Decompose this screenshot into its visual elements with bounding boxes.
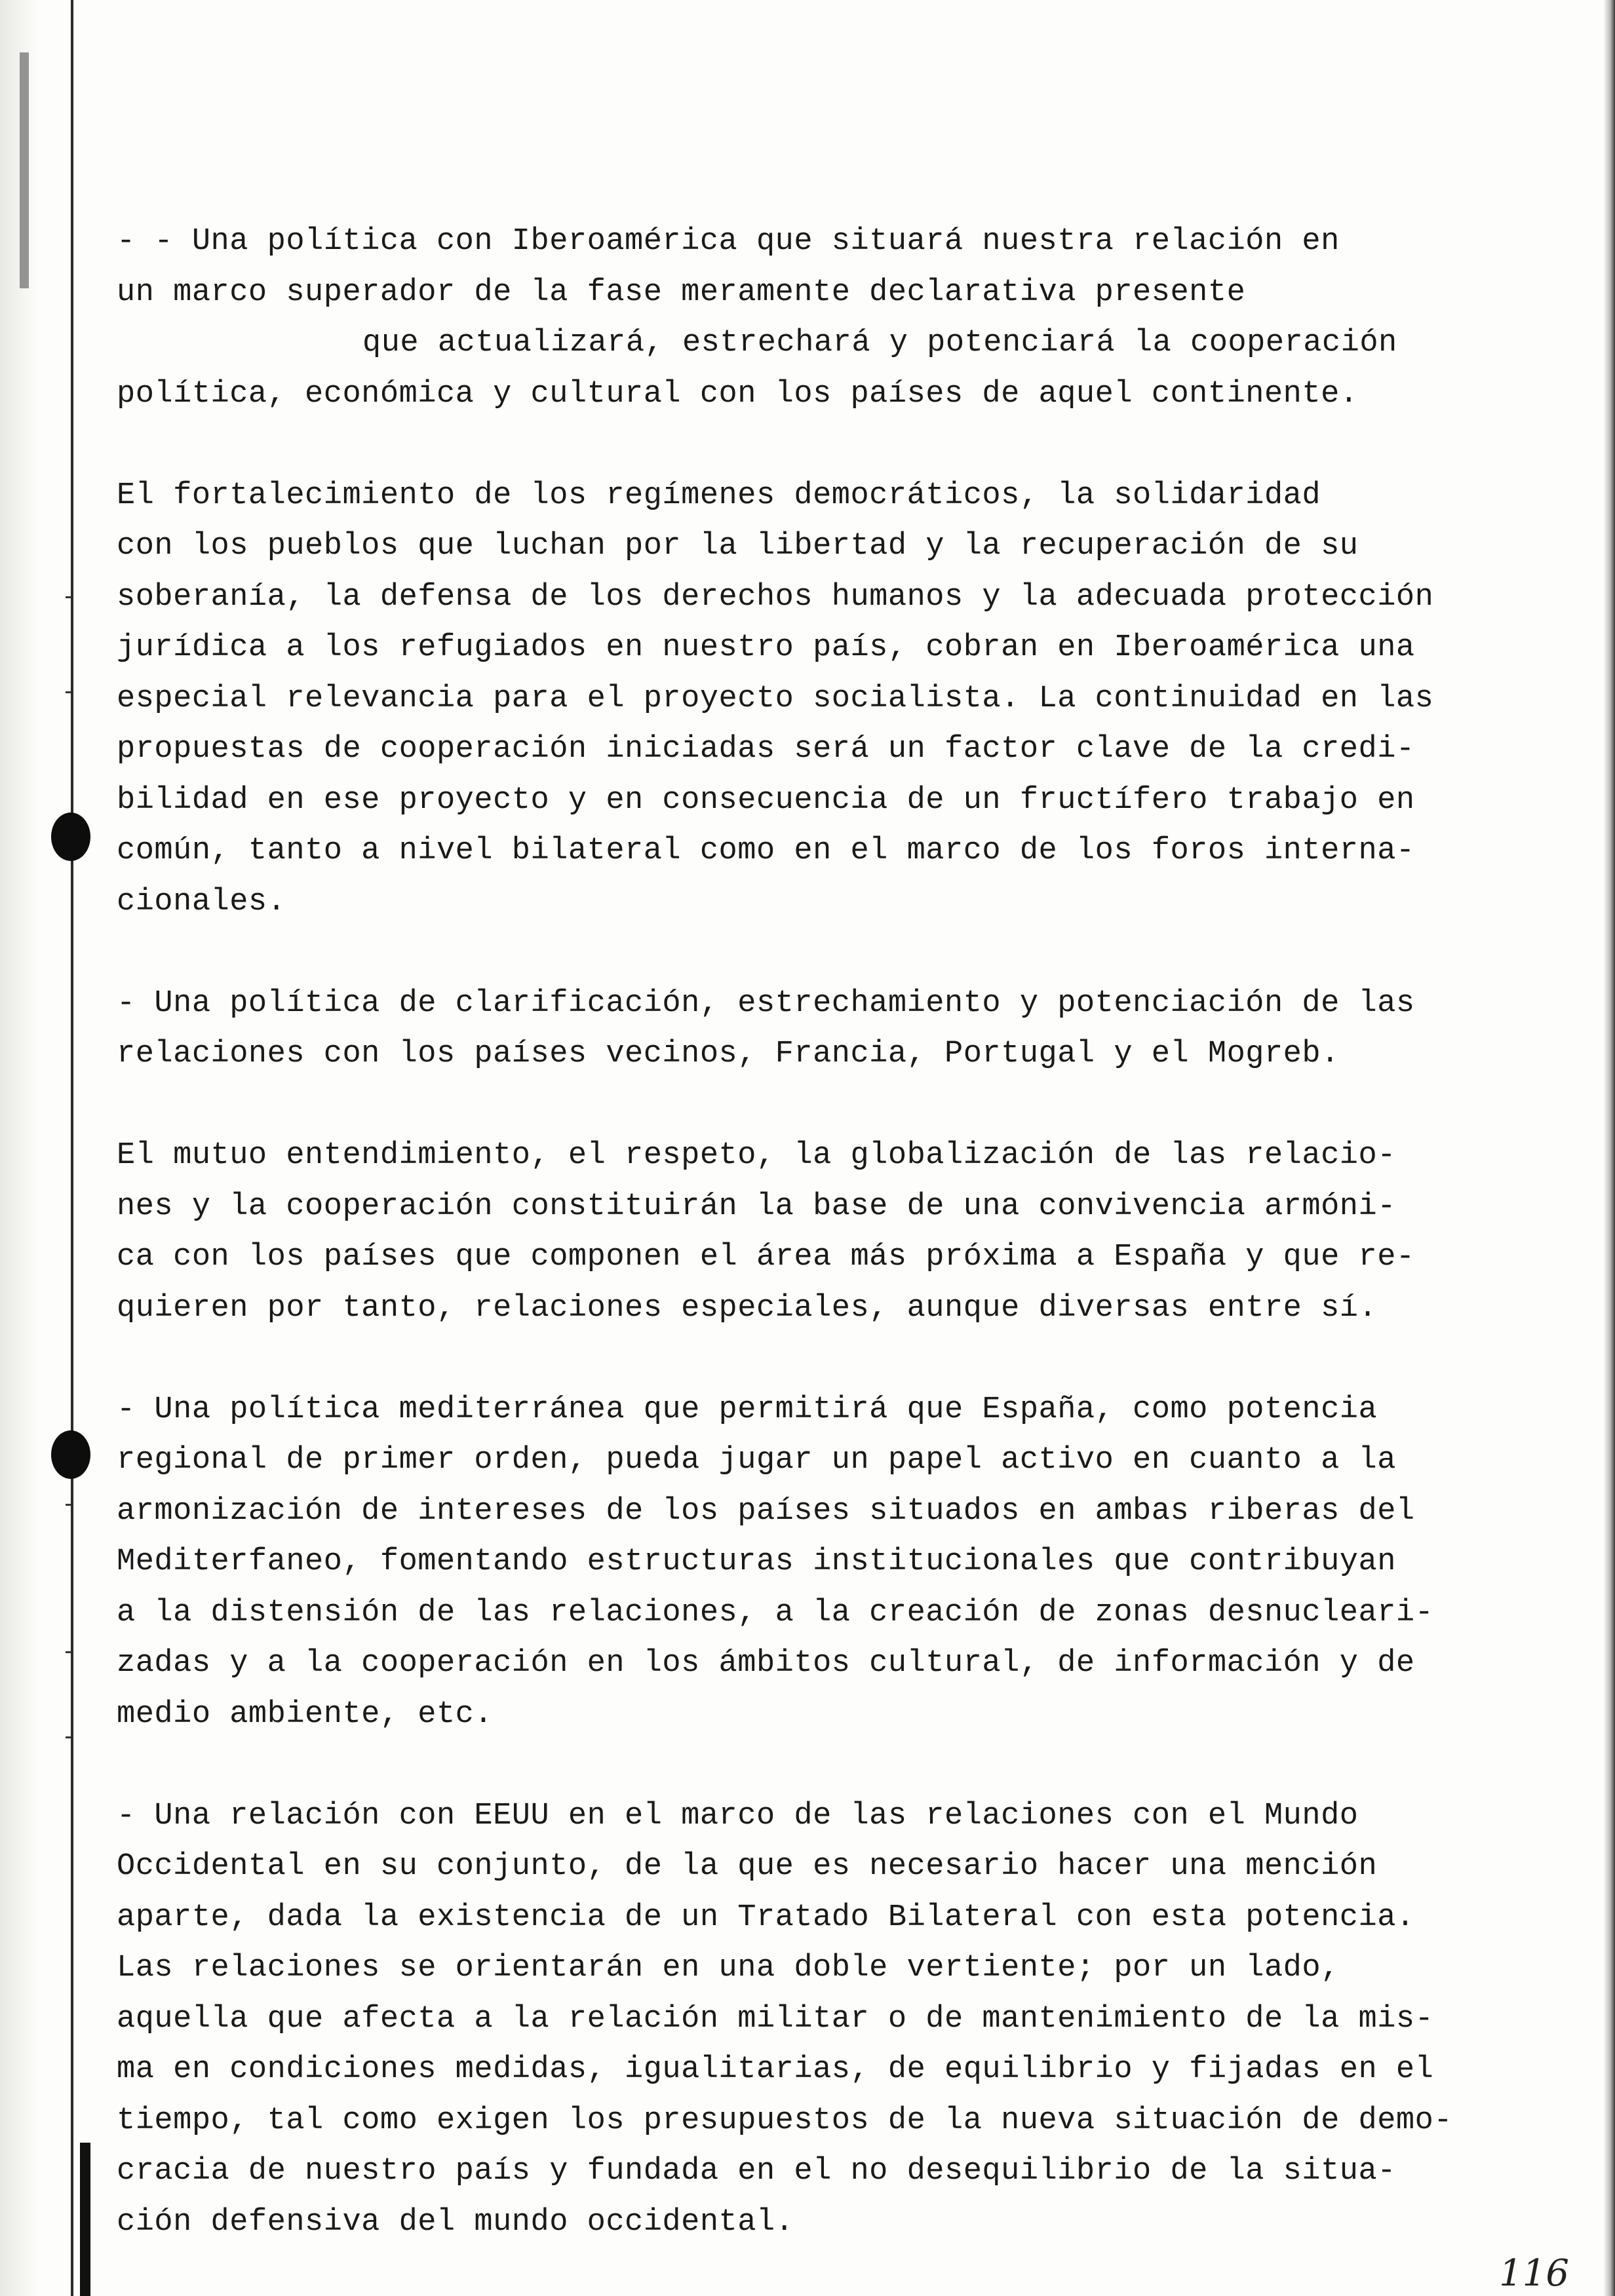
- margin-tick: [66, 1504, 71, 1506]
- text-line: zadas y a la cooperación en los ámbitos cultural, de información y de: [117, 1646, 1415, 1681]
- text-line: aparte, dada la existencia de un Tratado Bilateral con esta potencia.: [117, 1900, 1415, 1935]
- page-number: 116: [1499, 2252, 1569, 2295]
- margin-tick: [66, 1651, 71, 1653]
- text-line: a la distensión de las relaciones, a la creación de zonas desnucleari-: [117, 1595, 1434, 1630]
- text-line: - Una política mediterránea que permitirá que España, como potencia: [117, 1392, 1378, 1427]
- text-line: aquella que afecta a la relación militar o de mantenimiento de la mis-: [117, 2001, 1434, 2037]
- scan-artifact: [20, 52, 29, 288]
- text-line: soberanía, la defensa de los derechos humanos y la adecuada protección: [117, 579, 1434, 615]
- text-line: - Una política de clarificación, estrechamiento y potenciación de las: [117, 985, 1415, 1021]
- text-line: - Una relación con EEUU en el marco de las relaciones con el Mundo: [117, 1798, 1359, 1833]
- text-line: un marco superador de la fase meramente declarativa presente: [117, 275, 1246, 310]
- scan-artifact: [80, 2143, 90, 2296]
- text-line: regional de primer orden, pueda jugar un papel activo en cuanto a la: [117, 1443, 1396, 1478]
- text-line: - - Una política con Iberoamérica que situará nuestra relación en: [117, 224, 1340, 259]
- margin-tick: [66, 596, 71, 598]
- punch-hole: [51, 1430, 90, 1479]
- text-line: cionales.: [117, 884, 286, 919]
- text-line: que actualizará, estrechará y potenciará la cooperación: [362, 326, 1397, 360]
- text-line: Mediterfaneo, fomentando estructuras institucionales que contribuyan: [117, 1544, 1396, 1579]
- page-edge-right: [1603, 0, 1615, 2296]
- page-edge-shadow: [0, 0, 39, 2296]
- text-line: tiempo, tal como exigen los presupuestos de la nueva situación de demo-: [117, 2103, 1453, 2138]
- punch-hole: [51, 813, 90, 861]
- margin-tick: [66, 691, 71, 693]
- text-line: cracia de nuestro país y fundada en el no desequilibrio de la situa-: [117, 2154, 1396, 2189]
- text-line: El fortalecimiento de los regímenes democráticos, la solidaridad: [117, 478, 1321, 513]
- text-line: relaciones con los países vecinos, Francia, Portugal y el Mogreb.: [117, 1037, 1340, 1071]
- text-line: nes y la cooperación constituirán la base de una convivencia armóni-: [117, 1189, 1396, 1224]
- text-line: ca con los países que componen el área más próxima a España y que re-: [117, 1240, 1415, 1274]
- text-line: bilidad en ese proyecto y en consecuencia de un fructífero trabajo en: [117, 782, 1415, 818]
- text-line: ción defensiva del mundo occidental.: [117, 2204, 794, 2240]
- text-line: ma en condiciones medidas, igualitarias, de equilibrio y fijadas en el: [117, 2052, 1434, 2087]
- text-line: medio ambiente, etc.: [117, 1696, 494, 1732]
- text-line: quieren por tanto, relaciones especiales, aunque diversas entre sí.: [117, 1290, 1378, 1326]
- text-line: con los pueblos que luchan por la libertad y la recuperación de su: [117, 529, 1359, 564]
- text-line: propuestas de cooperación iniciadas será un factor clave de la credi-: [117, 732, 1415, 767]
- text-line: El mutuo entendimiento, el respeto, la globalización de las relacio-: [117, 1138, 1396, 1173]
- text-line: común, tanto a nivel bilateral como en el marco de los foros interna-: [117, 833, 1415, 868]
- margin-tick: [66, 1736, 71, 1738]
- text-line: jurídica a los refugiados en nuestro país, cobran en Iberoamérica una: [117, 630, 1415, 665]
- typed-body-text: [117, 216, 1539, 2248]
- binder-margin-line: [71, 0, 73, 2296]
- text-line: armonización de intereses de los países situados en ambas riberas del: [117, 1493, 1415, 1529]
- text-line: política, económica y cultural con los países de aquel continente.: [117, 376, 1359, 411]
- text-line: especial relevancia para el proyecto socialista. La continuidad en las: [117, 681, 1434, 716]
- text-line: Las relaciones se orientarán en una doble vertiente; por un lado,: [117, 1951, 1340, 1985]
- text-line: Occidental en su conjunto, de la que es necesario hacer una mención: [117, 1849, 1378, 1884]
